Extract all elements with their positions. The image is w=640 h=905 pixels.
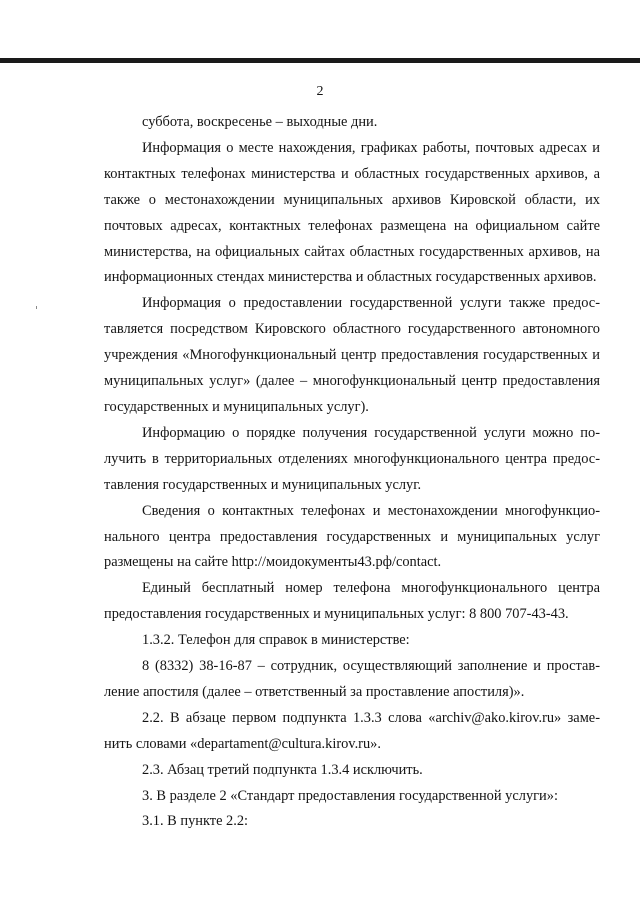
document-body — [104, 110, 600, 835]
top-border-rule — [0, 58, 640, 63]
paragraph-location-info: Информация о месте нахождения, графиках работы, почтовых адресах и контактных телефонах министерства и областных государственных архивов, а также о местонахождении муниципальных архивов Кировской области, их почтовых адресах, контактных телефонах размещена на официальном сайте министерства, на официальных сайтах областных государственных архивов, на информационных стендах министерства и областных государственных архивов. — [104, 139, 600, 286]
paragraph-mfc-branches: Информацию о порядке получения государственной услуги можно получить в территориальных отделениях многофункционального центра предоставления государственных и муниципальных услуг. — [104, 424, 600, 493]
paragraph-clause-3: 3. В разделе 2 «Стандарт предоставления государственной услуги»: — [142, 787, 558, 804]
paragraph-apostille-phone: 8 (8332) 38-16-87 – сотрудник, осуществляющий заполнение и проставление апостиля (далее – ответственный за проставление апостиля)». — [104, 658, 600, 700]
paragraph-clause-2-3: 2.3. Абзац третий подпункта 1.3.4 исключить. — [142, 761, 423, 778]
paragraph-clause-3-1: 3.1. В пункте 2.2: — [142, 813, 249, 830]
paragraph-clause-1-3-2: 1.3.2. Телефон для справок в министерстве: — [142, 632, 410, 649]
paragraph-mfc-contacts: Сведения о контактных телефонах и местонахождении многофункционального центра предоставления государственных и муниципальных услуг размещены на сайте http://моидокументы43.рф/contact. — [104, 502, 600, 571]
paragraph-hotline-number: Единый бесплатный номер телефона многофункционального центра предоставления государственных и муниципальных услуг: 8 800 707-43-43. — [104, 580, 600, 623]
scan-margin-mark — [36, 306, 37, 309]
paragraph-clause-2-2: 2.2. В абзаце первом подпункта 1.3.3 слова «archiv@ako.kirov.ru» заменить словами «departament@cultura.kirov.ru». — [104, 709, 600, 752]
page-number: 2 — [316, 84, 324, 99]
paragraph-mfc-provision: Информация о предоставлении государственной услуги также предоставляется посредством Кировского областного государственного автономного учреждения «Многофункциональный центр предоставления государственных и муниципальных услуг» (далее – многофункциональный центр предоставления государственных и муниципальных услуг). — [104, 295, 600, 415]
paragraph-weekend-days: суббота, воскресенье – выходные дни. — [142, 114, 378, 130]
